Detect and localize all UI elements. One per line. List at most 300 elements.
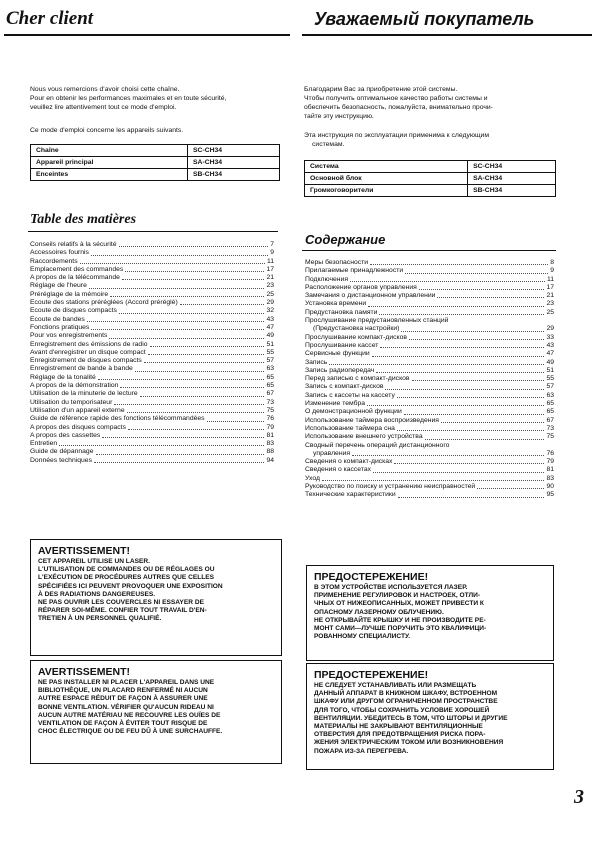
warning-line: ВЕНТИЛЯЦИИ. УБЕДИТЕСЬ В ТОМ, ЧТО ШТОРЫ И ДРУГИЕ [314, 714, 508, 722]
toc-entry-title: Предустановка памяти [305, 308, 378, 316]
toc-entry-page: 79 [266, 423, 274, 431]
toc-leader-dots [119, 313, 265, 314]
toc-leader-dots [144, 362, 265, 363]
toc-leader-dots [441, 422, 544, 423]
toc-entry-page: 55 [266, 348, 274, 356]
toc-leader-dots [437, 297, 544, 298]
ru-applies-note [304, 131, 489, 149]
warning-line: ЖЕНИЯ ЭЛЕКТРИЧЕСКИМ ТОКОМ ИЛИ ВОЗНИКНОВЕНИЯ [314, 739, 504, 747]
toc-entry-page: 29 [266, 299, 274, 307]
page-number: 3 [574, 786, 584, 808]
toc-leader-dots [385, 389, 544, 390]
toc-entry [305, 433, 554, 441]
toc-entry [30, 316, 274, 324]
toc-entry-page: 21 [266, 274, 274, 282]
toc-entry-page: 51 [546, 366, 554, 374]
toc-entry [30, 341, 274, 349]
toc-entry-title: Accessoires fournis [30, 249, 89, 257]
warning-line: В ЭТОМ УСТРОЙСТВЕ ИСПОЛЬЗУЕТСЯ ЛАЗЕР. [314, 584, 468, 591]
toc-leader-dots [401, 331, 544, 332]
toc-entry-title: Сведения о кассетах [305, 466, 372, 474]
toc-entry-title: Guide de dépannage [30, 448, 94, 456]
warning-line: МОНТ САМИ—ЛУЧШЕ ПОРУЧИТЬ ЭТО КВАЛИФИЦИ- [314, 625, 487, 633]
product-model: SC-CH34 [468, 161, 556, 173]
product-model: SB-CH34 [188, 169, 280, 181]
toc-entry-page: 65 [546, 400, 554, 408]
toc-entry-page: 83 [546, 474, 554, 482]
toc-entry-page: 55 [546, 375, 554, 383]
toc-entry-page: 63 [546, 391, 554, 399]
toc-entry-page: 29 [546, 325, 554, 333]
ru-intro-line: обеспечить безопасность, пожалуйста, внимательно прочи- [304, 104, 493, 111]
warning-line: BONNE VENTILATION. VÉRIFIER QU'AUCUN RIDEAU NI [38, 703, 214, 711]
toc-leader-dots [425, 439, 545, 440]
ru-intro [304, 85, 493, 121]
toc-entry-page: 9 [550, 267, 554, 275]
toc-entry-title: Ecoute de disques compacts [30, 307, 117, 315]
warning-line: AUCUN AUTRE MATÉRIAU NE RECOUVRE LES OUÏES DE [38, 711, 221, 719]
toc-entry-page: 83 [266, 440, 274, 448]
toc-leader-dots [322, 480, 545, 481]
fr-ventilation-warning [30, 660, 282, 764]
toc-entry [305, 425, 554, 433]
ru-applies-line: системам. [312, 141, 345, 148]
warning-line: ДАННЫЙ АППАРАТ В КНИЖНОМ ШКАФУ, ВСТРОЕННОМ [314, 690, 498, 698]
fr-intro-line: Pour en obtenir les performances maximales et en toute sécurité, [30, 95, 227, 102]
toc-entry-title: Pour vos enregistrements [30, 332, 108, 340]
toc-entry-page: 8 [550, 259, 554, 266]
toc-entry [305, 392, 554, 400]
toc-entry-title: Использование таймера воспроизведения [305, 416, 439, 424]
toc-leader-dots [125, 271, 264, 272]
toc-entry [305, 450, 554, 458]
toc-entry-page: 43 [266, 315, 274, 323]
toc-entry-title: A propos de la télécommande [30, 274, 120, 282]
toc-entry-title: Utilisation du temporisateur [30, 398, 113, 406]
toc-entry [30, 332, 274, 340]
toc-leader-dots [409, 339, 544, 340]
toc-leader-dots [98, 379, 265, 380]
toc-entry-title: Raccordements [30, 257, 78, 265]
toc-entry-title: Ecoute des stations préréglées (Accord préréglé) [30, 299, 178, 307]
ru-title-rule [302, 34, 592, 36]
toc-entry [305, 466, 554, 474]
table-row [305, 161, 556, 173]
toc-entry-title: Сведения о компакт-дисках [305, 458, 393, 466]
ru-table-of-contents [305, 259, 554, 500]
warning-line: МАТЕРИАЛЫ НЕ ЗАКРЫВАЮТ ВЕНТИЛЯЦИОННЫЕ [314, 723, 483, 731]
warning-line: ДЛЯ ТОГО, ЧТОБЫ СОХРАНИТЬ УСЛОВИЕ ХОРОШЕЙ [314, 706, 490, 714]
toc-leader-dots [380, 347, 544, 348]
toc-entry-title: Меры безопасности [305, 259, 369, 266]
toc-entry-title: Guide de référence rapide des fonctions télécommandées [30, 415, 205, 423]
toc-entry-title: Enregistrement de disques compacts [30, 357, 142, 365]
toc-entry [30, 282, 274, 290]
toc-entry-page: 51 [266, 340, 274, 348]
toc-leader-dots [80, 263, 265, 264]
toc-entry [30, 365, 274, 373]
toc-entry-title: Руководство по поиску и устранению неисправностей [305, 483, 476, 491]
toc-entry-title: Utilisation d'un appareil externe [30, 406, 125, 414]
ru-page-title: Уважаемый покупатель [314, 9, 535, 29]
toc-entry-page: 23 [266, 282, 274, 290]
toc-entry-page: 67 [266, 390, 274, 398]
toc-entry-page: 9 [270, 249, 274, 257]
toc-entry [305, 259, 554, 267]
toc-leader-dots [207, 421, 265, 422]
toc-entry-title: A propos des cassettes [30, 431, 101, 439]
toc-leader-dots [394, 463, 544, 464]
toc-entry-title: Données techniques [30, 456, 92, 464]
toc-entry-page: 90 [546, 483, 554, 491]
toc-leader-dots [404, 414, 545, 415]
toc-leader-dots [376, 372, 544, 373]
toc-entry-title: Прилагаемые принадлежности [305, 267, 404, 275]
toc-leader-dots [96, 454, 265, 455]
toc-entry [305, 342, 554, 350]
warning-title: AVERTISSEMENT! [38, 545, 130, 557]
toc-leader-dots [89, 288, 265, 289]
toc-leader-dots [329, 364, 544, 365]
toc-entry-page: 25 [546, 308, 554, 316]
toc-entry [305, 325, 554, 333]
toc-leader-dots [91, 329, 264, 330]
toc-entry-page: 88 [266, 448, 274, 456]
toc-entry-page: 47 [546, 350, 554, 358]
toc-entry-title: Réglage de l'heure [30, 282, 87, 290]
toc-entry [305, 334, 554, 342]
toc-entry-page: 65 [546, 408, 554, 416]
toc-entry-page: 75 [546, 433, 554, 441]
toc-leader-dots [114, 404, 264, 405]
toc-entry [305, 458, 554, 466]
toc-entry-title: Utilisation de la minuterie de lecture [30, 390, 138, 398]
toc-entry-title: Запись с компакт-дисков [305, 383, 384, 391]
toc-entry-title: управления [313, 449, 351, 457]
warning-line: ЧНЫХ ОТ НИЖЕОПИСАННЫХ, МОЖЕТ ПРИВЕСТИ К [314, 600, 484, 608]
toc-entry-title: Сервисные функции [305, 350, 370, 358]
toc-entry [30, 291, 274, 299]
toc-entry-page: 47 [266, 323, 274, 331]
ru-ventilation-warning [306, 663, 554, 770]
product-model: SC-CH34 [188, 145, 280, 157]
toc-entry-page: 25 [266, 290, 274, 298]
toc-entry [305, 383, 554, 391]
table-row [305, 185, 556, 197]
ru-intro-line: Чтобы получить оптимальное качество работы системы и [304, 95, 488, 102]
toc-entry-page: 32 [266, 307, 274, 315]
ru-toc-rule [302, 250, 556, 251]
toc-entry-title: Préréglage de la mémoire [30, 290, 109, 298]
warning-body [314, 584, 546, 641]
toc-entry [30, 440, 274, 448]
warning-line: SPÉCIFIÉES ICI PEUVENT PROVOQUER UNE EXPOSITION [38, 582, 223, 590]
warning-line: NE PAS OUVRIR LES COUVERCLES NI ESSAYER DE [38, 599, 204, 607]
toc-entry-page: 7 [270, 241, 274, 248]
toc-entry-title: Emplacement des commandes [30, 265, 124, 273]
toc-entry-title: (Предустановка настройки) [313, 325, 400, 333]
toc-entry-title: A propos des disques compacts [30, 423, 126, 431]
toc-entry-page: 17 [266, 265, 274, 273]
toc-entry [305, 483, 554, 491]
warning-line: RÉPARER SOI-MÊME. CONFIER TOUT TRAVAIL D'EN- [38, 607, 207, 615]
toc-entry [30, 399, 274, 407]
warning-line: НЕ ОТКРЫВАЙТЕ КРЫШКУ И НЕ ПРОИЗВОДИТЕ РЕ- [314, 616, 486, 624]
toc-entry [30, 274, 274, 282]
toc-entry-title: Ecoute de bandes [30, 315, 85, 323]
product-model: SA-CH34 [468, 173, 556, 185]
warning-line: NE PAS INSTALLER NI PLACER L'APPAREIL DANS UNE [38, 679, 215, 686]
toc-entry-title: Enregistrement de bande à bande [30, 365, 133, 373]
warning-body [38, 679, 274, 736]
warning-line: НЕ СЛЕДУЕТ УСТАНАВЛИВАТЬ ИЛИ РАЗМЕЩАТЬ [314, 682, 477, 689]
toc-entry-page: 73 [266, 398, 274, 406]
toc-leader-dots [150, 346, 265, 347]
toc-leader-dots [128, 429, 264, 430]
toc-entry-page: 94 [266, 456, 274, 464]
product-label: Chaîne [31, 145, 188, 157]
toc-entry-title: Расположение органов управления [305, 283, 417, 291]
toc-entry-title: Подключения [305, 275, 348, 283]
fr-title-rule [4, 34, 290, 36]
toc-entry-title: Entretien [30, 440, 58, 448]
product-label: Appareil principal [31, 157, 188, 169]
toc-entry-title: Прослушивание кассет [305, 341, 379, 349]
toc-leader-dots [370, 264, 548, 265]
product-model: SB-CH34 [468, 185, 556, 197]
toc-entry-page: 65 [266, 382, 274, 390]
toc-entry [305, 309, 554, 317]
toc-entry [305, 292, 554, 300]
toc-entry [305, 284, 554, 292]
toc-entry-page: 76 [546, 449, 554, 457]
toc-entry-title: Прослушивание предустановленных станций [305, 317, 449, 325]
toc-entry-page: 81 [546, 466, 554, 474]
toc-entry [30, 448, 274, 456]
toc-entry [305, 350, 554, 358]
toc-entry [30, 266, 274, 274]
toc-entry-page: 73 [546, 424, 554, 432]
toc-entry-page: 65 [266, 373, 274, 381]
toc-entry-title: Изменение тембра [305, 400, 366, 408]
fr-intro-line: veuillez lire attentivement tout ce mode d'emploi. [30, 104, 177, 111]
toc-entry-page: 95 [546, 491, 554, 499]
fr-toc-rule [28, 231, 278, 232]
fr-product-table [30, 144, 280, 181]
toc-entry [30, 424, 274, 432]
toc-entry-title: Запись с кассеты на кассету [305, 391, 395, 399]
ru-product-table [304, 160, 556, 197]
warning-line: AUTRE ESPACE RÉDUIT DE FAÇON À ASSURER UNE [38, 695, 208, 703]
ru-laser-warning [306, 565, 554, 661]
toc-entry-title: Использование таймера сна [305, 424, 395, 432]
toc-entry [305, 475, 554, 483]
toc-entry [30, 349, 274, 357]
toc-entry-title: О демонстрационной функции [305, 408, 402, 416]
fr-laser-warning [30, 539, 282, 656]
warning-line: ПРИМЕНЕНИЕ РЕГУЛИРОВОК И НАСТРОЕК, ОТЛИ- [314, 592, 481, 600]
toc-entry-page: 17 [546, 283, 554, 291]
toc-leader-dots [350, 281, 545, 282]
toc-leader-dots [59, 445, 264, 446]
toc-leader-dots [102, 437, 264, 438]
toc-entry-page: 79 [546, 458, 554, 466]
toc-leader-dots [120, 387, 264, 388]
toc-entry [305, 359, 554, 367]
toc-leader-dots [372, 356, 545, 357]
toc-entry-page: 21 [546, 292, 554, 300]
product-label: Enceintes [31, 169, 188, 181]
table-row [31, 157, 280, 169]
toc-entry-page: 33 [546, 333, 554, 341]
warning-line: L'UTILISATION DE COMMANDES OU DE RÉGLAGES OU [38, 566, 215, 574]
toc-leader-dots [148, 354, 265, 355]
toc-entry [30, 457, 274, 465]
toc-leader-dots [140, 396, 265, 397]
toc-entry [30, 241, 274, 249]
product-label: Громкоговорители [305, 185, 468, 197]
toc-leader-dots [119, 246, 269, 247]
toc-entry-title: Прослушивание компакт-дисков [305, 333, 407, 341]
ru-intro-line: Благодарим Вас за приобретение этой системы. [304, 86, 458, 93]
warning-line: ШКАФУ ИЛИ ДРУГОМ ОГРАНИЧЕННОМ ПРОСТРАНСТВЕ [314, 698, 498, 706]
warning-line: VENTILATION DE FAÇON À ÉVITER TOUT RISQUE DE [38, 720, 208, 728]
toc-entry-page: 57 [266, 357, 274, 365]
toc-entry-title: Уход [305, 474, 320, 482]
toc-entry-title: Перед записью с компакт-дисков [305, 375, 410, 383]
toc-entry-page: 43 [546, 341, 554, 349]
toc-entry [30, 415, 274, 423]
table-row [305, 173, 556, 185]
toc-leader-dots [419, 289, 545, 290]
toc-entry-page: 11 [266, 257, 274, 265]
warning-title: AVERTISSEMENT! [38, 666, 130, 678]
toc-entry-title: Использование внешнего устройства [305, 433, 423, 441]
toc-entry [30, 357, 274, 365]
product-label: Основной блок [305, 173, 468, 185]
toc-leader-dots [180, 304, 265, 305]
toc-leader-dots [135, 371, 265, 372]
fr-toc-title: Table des matières [30, 212, 137, 227]
fr-intro-line: Nous vous remercions d'avoir choisi cette chaîne. [30, 86, 180, 93]
toc-entry [30, 390, 274, 398]
toc-entry [30, 432, 274, 440]
toc-leader-dots [367, 405, 544, 406]
toc-entry-page: 63 [266, 365, 274, 373]
toc-entry-title: Fonctions pratiques [30, 323, 90, 331]
warning-line: À DES RADIATIONS DANGEREUSES. [38, 590, 156, 598]
toc-entry [30, 382, 274, 390]
warning-line: TRETIEN À UN PERSONNEL QUALIFIÉ. [38, 615, 162, 623]
fr-page-title: Cher client [6, 8, 94, 29]
toc-entry-page: 57 [546, 383, 554, 391]
warning-body [314, 682, 546, 756]
toc-entry-page: 75 [266, 406, 274, 414]
warning-title: ПРЕДОСТЕРЕЖЕНИЕ! [314, 669, 429, 681]
toc-entry-title: Réglage de la tonalité [30, 373, 96, 381]
toc-leader-dots [397, 397, 545, 398]
toc-entry-page: 81 [266, 431, 274, 439]
toc-entry [305, 276, 554, 284]
toc-leader-dots [127, 412, 265, 413]
fr-intro [30, 85, 226, 112]
toc-entry [305, 417, 554, 425]
warning-body [38, 558, 274, 624]
toc-leader-dots [352, 455, 544, 456]
toc-entry-page: 11 [546, 275, 554, 283]
table-row [31, 145, 280, 157]
toc-leader-dots [373, 472, 544, 473]
ru-applies-line: Эта инструкция по эксплуатации применима к следующим [304, 132, 490, 139]
toc-entry [305, 375, 554, 383]
toc-entry-title: Conseils relatifs à la sécurité [30, 241, 117, 248]
toc-entry [30, 374, 274, 382]
toc-entry-page: 67 [546, 416, 554, 424]
toc-entry-page: 49 [546, 358, 554, 366]
toc-entry [305, 300, 554, 308]
toc-entry [305, 442, 554, 450]
warning-title: ПРЕДОСТЕРЕЖЕНИЕ! [314, 571, 429, 583]
toc-entry [305, 408, 554, 416]
toc-entry-title: Замечания о дистанционном управлении [305, 292, 436, 300]
toc-entry [305, 367, 554, 375]
toc-entry [30, 324, 274, 332]
toc-leader-dots [94, 462, 264, 463]
toc-entry-title: A propos de la démonstration [30, 382, 119, 390]
fr-applies-note: Ce mode d'emploi concerne les appareils suivants. [30, 127, 184, 134]
toc-leader-dots [412, 380, 545, 381]
toc-entry-title: Сводный перечень операций дистанционного [305, 441, 450, 449]
toc-entry-title: Avant d'enregistrer un disque compact [30, 348, 146, 356]
toc-entry [30, 307, 274, 315]
warning-line: BIBLIOTHÈQUE, UN PLACARD RENFERMÉ NI AUCUN [38, 687, 208, 695]
toc-entry [30, 407, 274, 415]
toc-leader-dots [368, 306, 544, 307]
toc-entry [30, 258, 274, 266]
warning-line: ОТВЕРСТИЯ ДЛЯ ПРЕДОТВРАЩЕНИЯ РИСКА ПОРА- [314, 731, 486, 739]
toc-entry [305, 491, 554, 499]
toc-entry-page: 49 [266, 332, 274, 340]
toc-entry-title: Запись радиопередач [305, 366, 375, 374]
product-label: Система [305, 161, 468, 173]
toc-entry [305, 267, 554, 275]
toc-leader-dots [379, 314, 544, 315]
toc-leader-dots [91, 255, 268, 256]
toc-leader-dots [87, 321, 265, 322]
toc-entry-page: 23 [546, 300, 554, 308]
warning-line: CHOC ÉLECTRIQUE OU DE FEU DÛ À UNE SURCHAUFFE. [38, 728, 223, 736]
ru-toc-title: Содержание [305, 232, 386, 247]
toc-leader-dots [109, 338, 264, 339]
table-row [31, 169, 280, 181]
toc-entry-title: Установка времени [305, 300, 367, 308]
fr-table-of-contents [30, 241, 274, 465]
warning-line: CET APPAREIL UTILISE UN LASER. [38, 558, 150, 565]
toc-leader-dots [477, 488, 544, 489]
ru-intro-line: тайте эту инструкцию. [304, 113, 374, 120]
toc-leader-dots [110, 296, 264, 297]
warning-line: L'EXÉCUTION DE PROCÉDURES AUTRES QUE CELLES [38, 574, 215, 582]
toc-leader-dots [398, 497, 545, 498]
toc-entry-title: Enregistrement des émissions de radio [30, 340, 148, 348]
warning-line: РОВАННОМУ СПЕЦИАЛИСТУ. [314, 633, 411, 641]
toc-leader-dots [397, 430, 545, 431]
product-model: SA-CH34 [188, 157, 280, 169]
toc-leader-dots [122, 279, 265, 280]
toc-leader-dots [405, 273, 548, 274]
warning-line: ПОЖАРА ИЗ-ЗА ПЕРЕГРЕВА. [314, 747, 409, 755]
toc-entry [30, 299, 274, 307]
